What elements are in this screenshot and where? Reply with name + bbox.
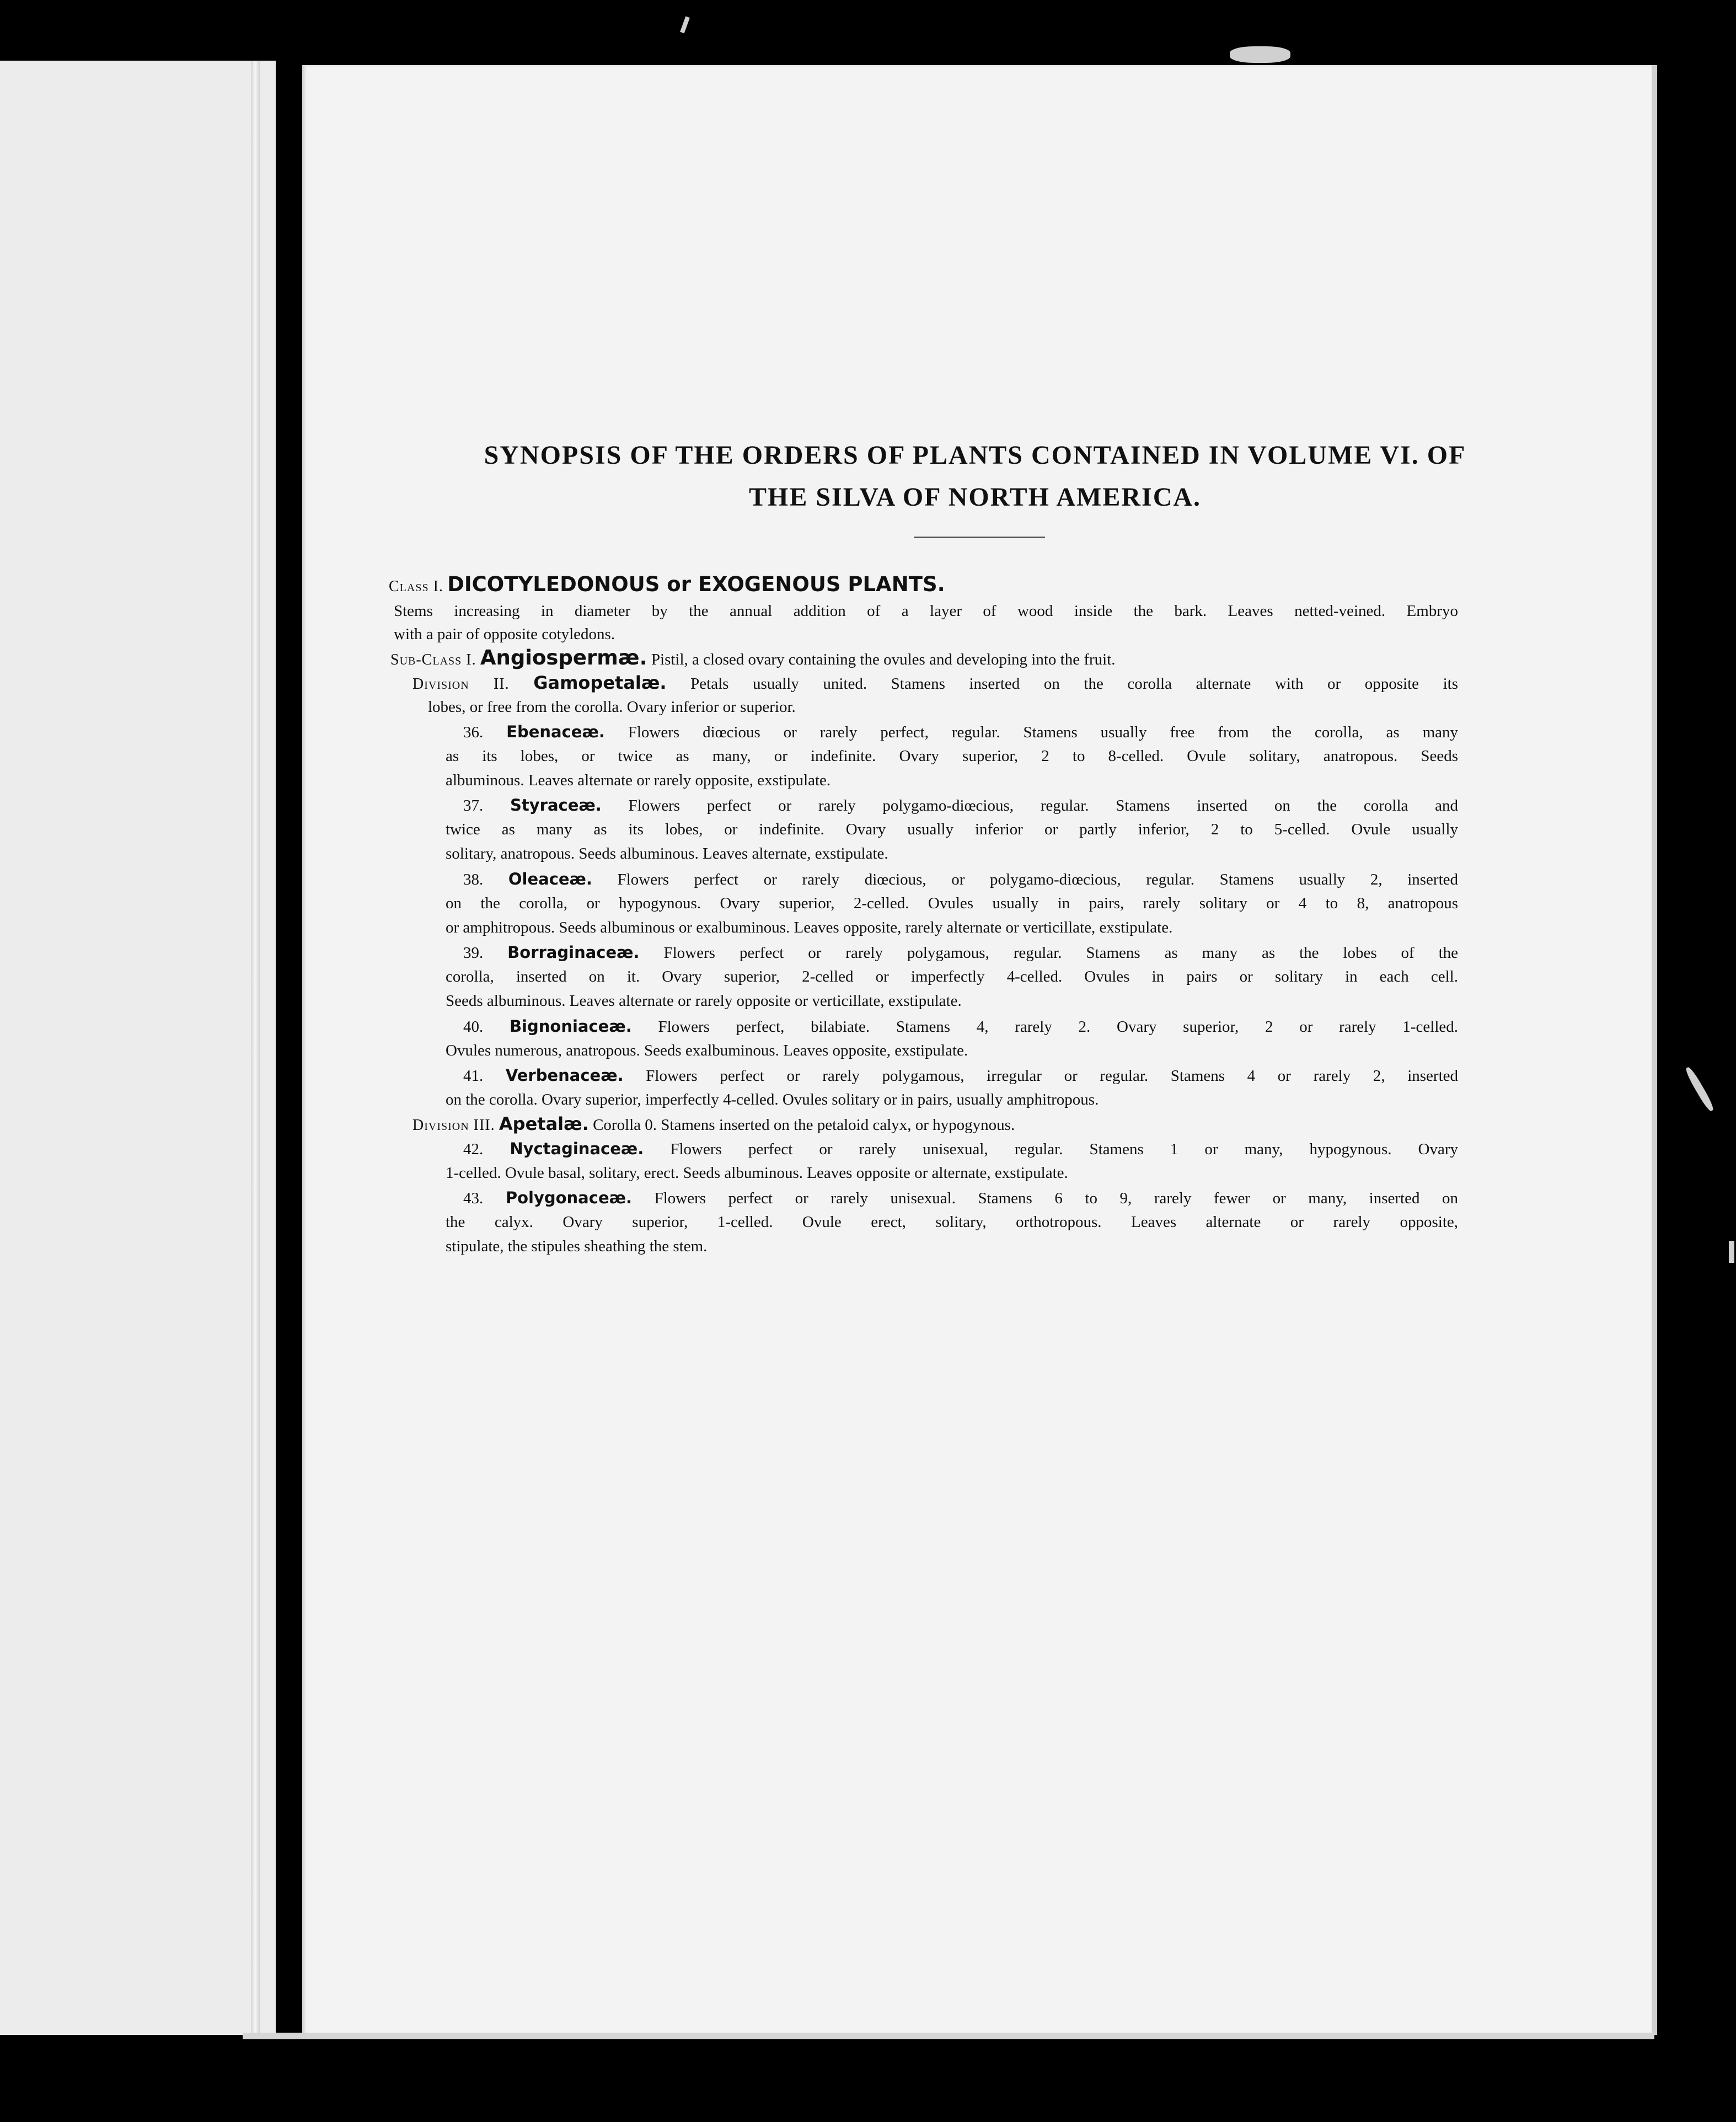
order-description-line: 1-celled. Ovule basal, solitary, erect. Seeds albuminous. Leaves opposite or alternate, exstipulate. (446, 1164, 1068, 1182)
scan-speck (1729, 1241, 1734, 1263)
scan-speck (1230, 46, 1290, 63)
page-title (357, 435, 1593, 518)
division-description: Petals usually united. Stamens inserted on the corolla alternate with or opposite its (690, 675, 1459, 693)
order-entry (463, 1186, 1458, 1210)
division-name: Apetalæ. (499, 1113, 589, 1134)
order-description: Flowers diœcious or rarely perfect, regular. Stamens usually free from the corolla, as many (628, 724, 1458, 741)
scan-speck (1684, 1066, 1715, 1113)
order-description-line: twice as many as its lobes, or indefinite. Ovary usually inferior or partly inferior, 2 to 5-celled. Ovule usually (446, 821, 1458, 838)
order-entry (463, 1063, 1458, 1088)
order-number: 42. (463, 1140, 484, 1158)
order-number: 40. (463, 1018, 484, 1036)
order-description: Flowers perfect or rarely polygamous, regular. Stamens as many as the lobes of the (663, 944, 1459, 962)
order-number: 36. (463, 724, 484, 741)
order-name: Ebenaceæ. (506, 722, 605, 741)
page-edge (1652, 65, 1657, 2035)
subclass-label: Sub-Class I. (390, 651, 476, 668)
order-description: Flowers perfect or rarely polygamo-diœcious, regular. Stamens inserted on the corolla and (628, 797, 1459, 814)
division-label: Division III. (412, 1117, 495, 1134)
order-entry (463, 1014, 1458, 1039)
class-name: DICOTYLEDONOUS or EXOGENOUS PLANTS. (447, 572, 945, 596)
order-description-line: or amphitropous. Seeds albuminous or exalbuminous. Leaves opposite, rarely alternate or verticillate, exstipulate. (446, 919, 1173, 936)
division-description: Corolla 0. Stamens inserted on the petaloid calyx, or hypogynous. (593, 1116, 1015, 1134)
order-description: Flowers perfect or rarely polygamous, irregular or regular. Stamens 4 or rarely 2, inserted (646, 1067, 1459, 1085)
title-line-2: THE SILVA OF NORTH AMERICA. (748, 483, 1202, 512)
page-bottom-edge (243, 2033, 1654, 2039)
page-fold (251, 61, 260, 2035)
title-line-1: SYNOPSIS OF THE ORDERS OF PLANTS CONTAINED IN VOLUME VI. OF (484, 441, 1466, 470)
order-entry (463, 867, 1458, 892)
order-entry (463, 940, 1458, 965)
order-description-line: the calyx. Ovary superior, 1-celled. Ovule erect, solitary, orthotropous. Leaves alternate or rarely opposite, (446, 1213, 1458, 1231)
page (302, 65, 1654, 2035)
order-entry (463, 720, 1458, 744)
order-description-line: solitary, anatropous. Seeds albuminous. Leaves alternate, exstipulate. (446, 845, 888, 862)
order-name: Borraginaceæ. (507, 943, 640, 962)
class-label: Class I. (389, 578, 443, 595)
division-heading (412, 1112, 1015, 1138)
order-description-line: as its lobes, or twice as many, or indefinite. Ovary superior, 2 to 8-celled. Ovule solitary, anatropous. Seeds (446, 747, 1458, 765)
class-heading (389, 572, 945, 599)
subclass-description: Pistil, a closed ovary containing the ovules and developing into the fruit. (651, 651, 1116, 668)
order-entry (463, 793, 1458, 818)
class-description-line: with a pair of opposite cotyledons. (394, 625, 615, 643)
order-name: Polygonaceæ. (505, 1188, 633, 1207)
order-description: Flowers perfect or rarely unisexual. Stamens 6 to 9, rarely fewer or many, inserted on (654, 1189, 1459, 1207)
order-name: Verbenaceæ. (505, 1066, 624, 1085)
order-description: Flowers perfect, bilabiate. Stamens 4, rarely 2. Ovary superior, 2 or rarely 1-celled. (658, 1018, 1459, 1036)
order-description-line: Seeds albuminous. Leaves alternate or rarely opposite or verticillate, exstipulate. (446, 992, 962, 1010)
order-name: Styraceæ. (510, 796, 602, 814)
scan-speck (680, 17, 690, 34)
order-number: 41. (463, 1067, 484, 1085)
order-description-line: on the corolla. Ovary superior, imperfectly 4-celled. Ovules solitary or in pairs, usually amphitropous. (446, 1091, 1099, 1108)
division-label: Division II. (412, 676, 510, 693)
order-name: Bignoniaceæ. (509, 1017, 632, 1036)
order-name: Nyctaginaceæ. (510, 1139, 644, 1158)
subclass-name: Angiospermæ. (480, 646, 647, 669)
division-description-line: lobes, or free from the corolla. Ovary inferior or superior. (428, 698, 796, 716)
class-description-line: Stems increasing in diameter by the annual addition of a layer of wood inside the bark. Leaves netted-veined. Embryo (394, 602, 1458, 620)
previous-page (0, 61, 276, 2035)
order-number: 38. (463, 871, 484, 888)
order-description-line: corolla, inserted on it. Ovary superior, 2-celled or imperfectly 4-celled. Ovules in pairs or solitary in each cell. (446, 968, 1458, 985)
order-number: 37. (463, 797, 484, 814)
order-name: Oleaceæ. (508, 870, 592, 888)
subclass-heading (390, 646, 1116, 672)
order-description-line: albuminous. Leaves alternate or rarely opposite, exstipulate. (446, 771, 831, 789)
order-number: 39. (463, 944, 484, 962)
order-number: 43. (463, 1189, 484, 1207)
order-description-line: stipulate, the stipules sheathing the stem. (446, 1237, 708, 1255)
division-name: Gamopetalæ. (533, 672, 667, 693)
order-entry (463, 1137, 1458, 1161)
division-heading (412, 671, 1458, 696)
order-description: Flowers perfect or rarely diœcious, or polygamo-diœcious, regular. Stamens usually 2, inserted (617, 871, 1459, 888)
order-description: Flowers perfect or rarely unisexual, regular. Stamens 1 or many, hypogynous. Ovary (670, 1140, 1459, 1158)
title-rule (914, 537, 1045, 538)
order-description-line: on the corolla, or hypogynous. Ovary superior, 2-celled. Ovules usually in pairs, rarely solitary or 4 to 8, anatropous (446, 894, 1458, 912)
order-description-line: Ovules numerous, anatropous. Seeds exalbuminous. Leaves opposite, exstipulate. (446, 1042, 968, 1059)
